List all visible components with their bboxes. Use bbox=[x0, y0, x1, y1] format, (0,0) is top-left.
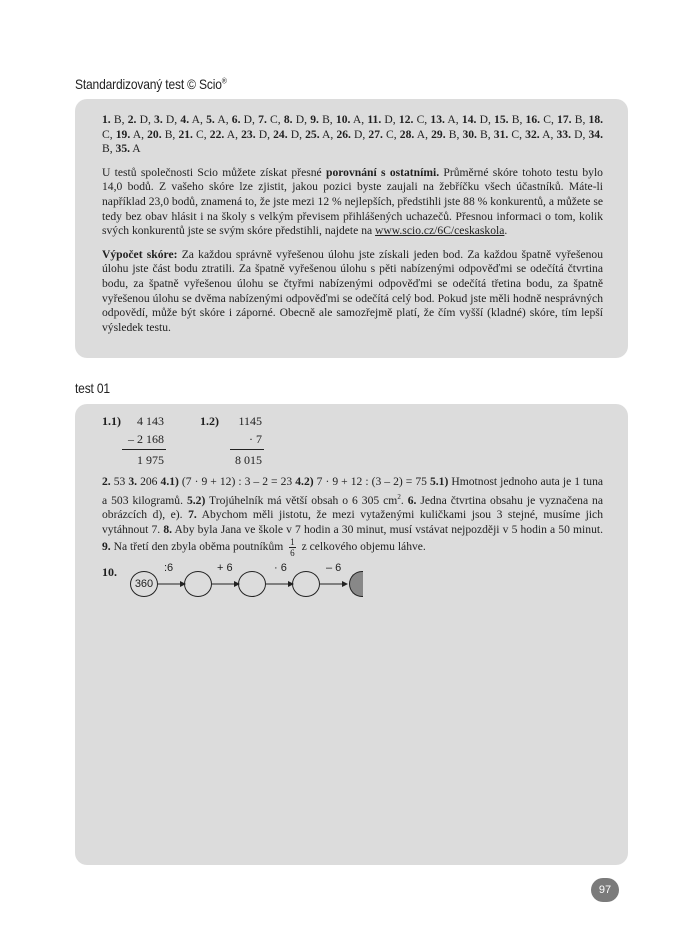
answer-letter: D, bbox=[476, 113, 495, 126]
answer-number: 15. bbox=[494, 113, 509, 126]
answer-letter: D, bbox=[240, 113, 259, 126]
answer-letter: D, bbox=[255, 127, 274, 141]
answer-letter: A bbox=[130, 142, 141, 156]
answer-item bbox=[210, 128, 241, 141]
answer-number: 23. bbox=[241, 127, 256, 141]
answer-item bbox=[206, 113, 232, 126]
answer-number: 26. bbox=[336, 127, 351, 141]
paragraph-score: Výpočet skóre: Za každou správně vyřešenou úlohu jste získali jeden bod. Za každou špatně vyřešenou úlohu jste část bodu ztratili. Za špatně vyřešenou úlohu s pěti nabízenými odpověďmi se odečítá čtvrtina bodu, za špatně vyřešenou úlohu se čtyřmi nabízenými odpověďmi se odečítá třetina bodu, za špatně vyřešenou úlohu se dvěma nabízenými odpověďmi se odečítá celý bod. Pokud jste měli hodně nesprávných odpovědí, může být skóre i záporné. Obecně ale samozřejmě platí, že čím vyšší (kladné) skóre, tím lepší výsledek testu. bbox=[102, 247, 603, 334]
answer-letter: C, bbox=[413, 113, 431, 126]
answer-number: 13. bbox=[430, 113, 445, 126]
page-header-title: Standardizovaný test © Scio® bbox=[75, 76, 227, 92]
answer-item bbox=[336, 128, 368, 141]
answer-number: 19. bbox=[115, 127, 131, 141]
answer-item bbox=[336, 113, 368, 126]
blank-circle-1 bbox=[184, 571, 212, 597]
answer-letter: A, bbox=[214, 113, 232, 126]
product-line bbox=[230, 449, 264, 450]
answer-number: 29. bbox=[431, 127, 446, 141]
answer-letter: B, bbox=[318, 113, 336, 126]
answer-number: 21. bbox=[178, 127, 193, 141]
answer-item bbox=[462, 113, 494, 126]
answer-letter: B, bbox=[476, 127, 494, 141]
answer-number: 28. bbox=[399, 127, 415, 141]
answer-number: 24. bbox=[273, 127, 288, 141]
answer-letter: C, bbox=[382, 127, 400, 141]
answer-letter: B, bbox=[445, 127, 463, 141]
fraction-one-sixth: $\frac{1}{6}$ bbox=[290, 537, 295, 559]
answer-letter: A, bbox=[189, 113, 207, 126]
answer-letter: C, bbox=[266, 113, 284, 126]
blank-circle-2 bbox=[238, 571, 266, 597]
answer-letter: B, bbox=[161, 127, 179, 141]
answer-number: 17. bbox=[557, 113, 572, 126]
answer-letter: D, bbox=[381, 113, 399, 126]
answer-number: 20. bbox=[147, 127, 162, 141]
answer-item bbox=[232, 113, 258, 126]
answer-letter: C, bbox=[508, 127, 526, 141]
answer-item bbox=[128, 113, 154, 126]
answer-letter: A, bbox=[444, 113, 462, 126]
answer-letter: C, bbox=[102, 127, 116, 141]
answer-letter: A, bbox=[539, 127, 557, 141]
answer-number: 33. bbox=[556, 127, 571, 141]
answer-item bbox=[557, 113, 589, 126]
answer-item bbox=[399, 113, 431, 126]
sum-line bbox=[122, 449, 166, 450]
answer-item bbox=[430, 113, 462, 126]
answer-letter: D, bbox=[136, 113, 155, 126]
answer-item bbox=[305, 128, 336, 141]
answer-item bbox=[310, 113, 336, 126]
answer-number: 8. bbox=[283, 113, 293, 126]
answer-item bbox=[525, 128, 556, 141]
answer-number: 9. bbox=[310, 113, 319, 126]
test01-panel bbox=[75, 404, 628, 865]
answer-letter: D, bbox=[162, 113, 181, 126]
answer-number: 5. bbox=[206, 113, 215, 126]
answer-letter: B, bbox=[102, 142, 116, 156]
answer-letter: D, bbox=[287, 127, 306, 141]
answer-number: 11. bbox=[367, 113, 382, 126]
answer-item bbox=[556, 128, 588, 141]
answer-item bbox=[147, 128, 178, 141]
answer-item bbox=[494, 113, 526, 126]
answer-letter: A, bbox=[414, 127, 432, 141]
answer-letter: D, bbox=[292, 113, 311, 126]
answers-panel bbox=[75, 99, 628, 358]
answer-item bbox=[116, 128, 147, 141]
answer-item bbox=[178, 128, 209, 141]
operation-chain-diagram bbox=[102, 562, 402, 622]
answer-item bbox=[180, 113, 206, 126]
answer-item bbox=[102, 113, 128, 126]
op-plus-6: + 6 bbox=[217, 562, 233, 574]
solutions-text: 2. 53 3. 206 4.1) (7 · 9 + 12) : 3 – 2 = 23 4.2) 7 · 9 + 12 : (3 – 2) = 75 5.1) Hmotnost jednoho auta je 1 tuna a 503 kilogramů. 5.2) Trojúhelník má větší obsah o 6 305 $cm^2$. 6. Jedna čtvrtina obsahu je vyznačena na obrázcích d), e). 7. Abychom měli jistotu, že mezi vytaženými kuličkami jsou 3 stejné, musíme jich vytáhnout 7. 8. Aby byla Jana ve škole v 7 hodin a 30 minut, musí vstávat nejpozději v 5 hodin a 50 minut. 9. Na třetí den zbyla oběma poutníkům $\frac{1}{6}$ z celkového objemu láhve. bbox=[102, 475, 604, 559]
answer-number: 7. bbox=[258, 113, 267, 126]
paragraph-comparison: U testů společnosti Scio můžete získat přesné porovnání s ostatními. Průměrné skóre tohoto testu bylo 14,0 bodů. Z vašeho skóre lze zjistit, jakou pozici byste zaujali na žebříčku všech účastníků. Máte-li například 23,0 bodů, znamená to, že jste mezi 12 % nejlepších, předstihli jste 88 % konkurentů, a můžete se tedy bez obav hlásit i na školy s velkým převisem přihlášených uchazečů. Přesnou informaci o tom, kolik svých konkurentů jste se svým skóre předstihli, najdete na www.scio.cz/6C/ceskaskola. bbox=[102, 165, 603, 238]
test01-heading: test 01 bbox=[75, 380, 110, 396]
answer-letter: D, bbox=[570, 127, 589, 141]
answer-number: 30. bbox=[462, 127, 477, 141]
answer-item bbox=[241, 128, 273, 141]
answer-item bbox=[400, 128, 431, 141]
answer-number: 10. bbox=[335, 113, 351, 126]
answer-number: 22. bbox=[209, 127, 225, 141]
answer-number: 32. bbox=[525, 127, 540, 141]
answer-letter: A, bbox=[130, 127, 148, 141]
answer-item bbox=[526, 113, 558, 126]
page-number: 97 bbox=[591, 878, 619, 902]
answer-number: 31. bbox=[493, 127, 509, 141]
answer-number: 2. bbox=[127, 113, 137, 126]
answer-item bbox=[273, 128, 305, 141]
answer-number: 12. bbox=[398, 113, 414, 126]
answer-letter: A, bbox=[350, 113, 368, 126]
start-circle: 360 bbox=[130, 571, 158, 597]
answer-letter: D, bbox=[350, 127, 369, 141]
answer-number: 16. bbox=[525, 113, 541, 126]
answer-item bbox=[116, 142, 141, 155]
scio-link[interactable]: www.scio.cz/6C/ceskaskola bbox=[375, 224, 505, 238]
arithmetic-multiplication: 1.2) 1145 · 7 8 015 bbox=[200, 414, 262, 467]
answer-item bbox=[258, 113, 284, 126]
answer-letter: B, bbox=[110, 113, 128, 126]
answer-item bbox=[154, 113, 180, 126]
answer-number: 4. bbox=[180, 113, 190, 126]
task-10-label: 10. bbox=[102, 565, 117, 579]
arithmetic-subtraction: 1.1) 4 143 – 2 168 1 975 bbox=[102, 414, 164, 467]
answer-number: 35. bbox=[115, 142, 131, 156]
answer-letter: B, bbox=[571, 113, 589, 126]
answer-number: 3. bbox=[154, 113, 163, 126]
blank-circle-3 bbox=[292, 571, 320, 597]
op-minus-6: – 6 bbox=[326, 562, 342, 574]
answer-number: 6. bbox=[231, 113, 241, 126]
answer-number: 1. bbox=[102, 113, 111, 126]
answer-item bbox=[494, 128, 525, 141]
answer-item bbox=[284, 113, 310, 126]
answer-letter: C, bbox=[540, 113, 558, 126]
answer-item bbox=[431, 128, 462, 141]
answer-number: 34. bbox=[588, 127, 603, 141]
answer-letter: C, bbox=[192, 127, 210, 141]
answer-number: 18. bbox=[588, 113, 604, 126]
answer-number: 27. bbox=[368, 127, 383, 141]
answer-letter: B, bbox=[508, 113, 526, 126]
answer-letter: A, bbox=[224, 127, 242, 141]
answer-number: 14. bbox=[461, 113, 477, 126]
answer-number: 25. bbox=[305, 127, 320, 141]
answer-item bbox=[462, 128, 493, 141]
answer-key bbox=[102, 113, 603, 157]
answer-item bbox=[368, 128, 399, 141]
op-times-6: · 6 bbox=[274, 562, 287, 574]
answer-letter: A, bbox=[319, 127, 337, 141]
op-divide-6: :6 bbox=[164, 562, 174, 574]
answer-item bbox=[367, 113, 399, 126]
